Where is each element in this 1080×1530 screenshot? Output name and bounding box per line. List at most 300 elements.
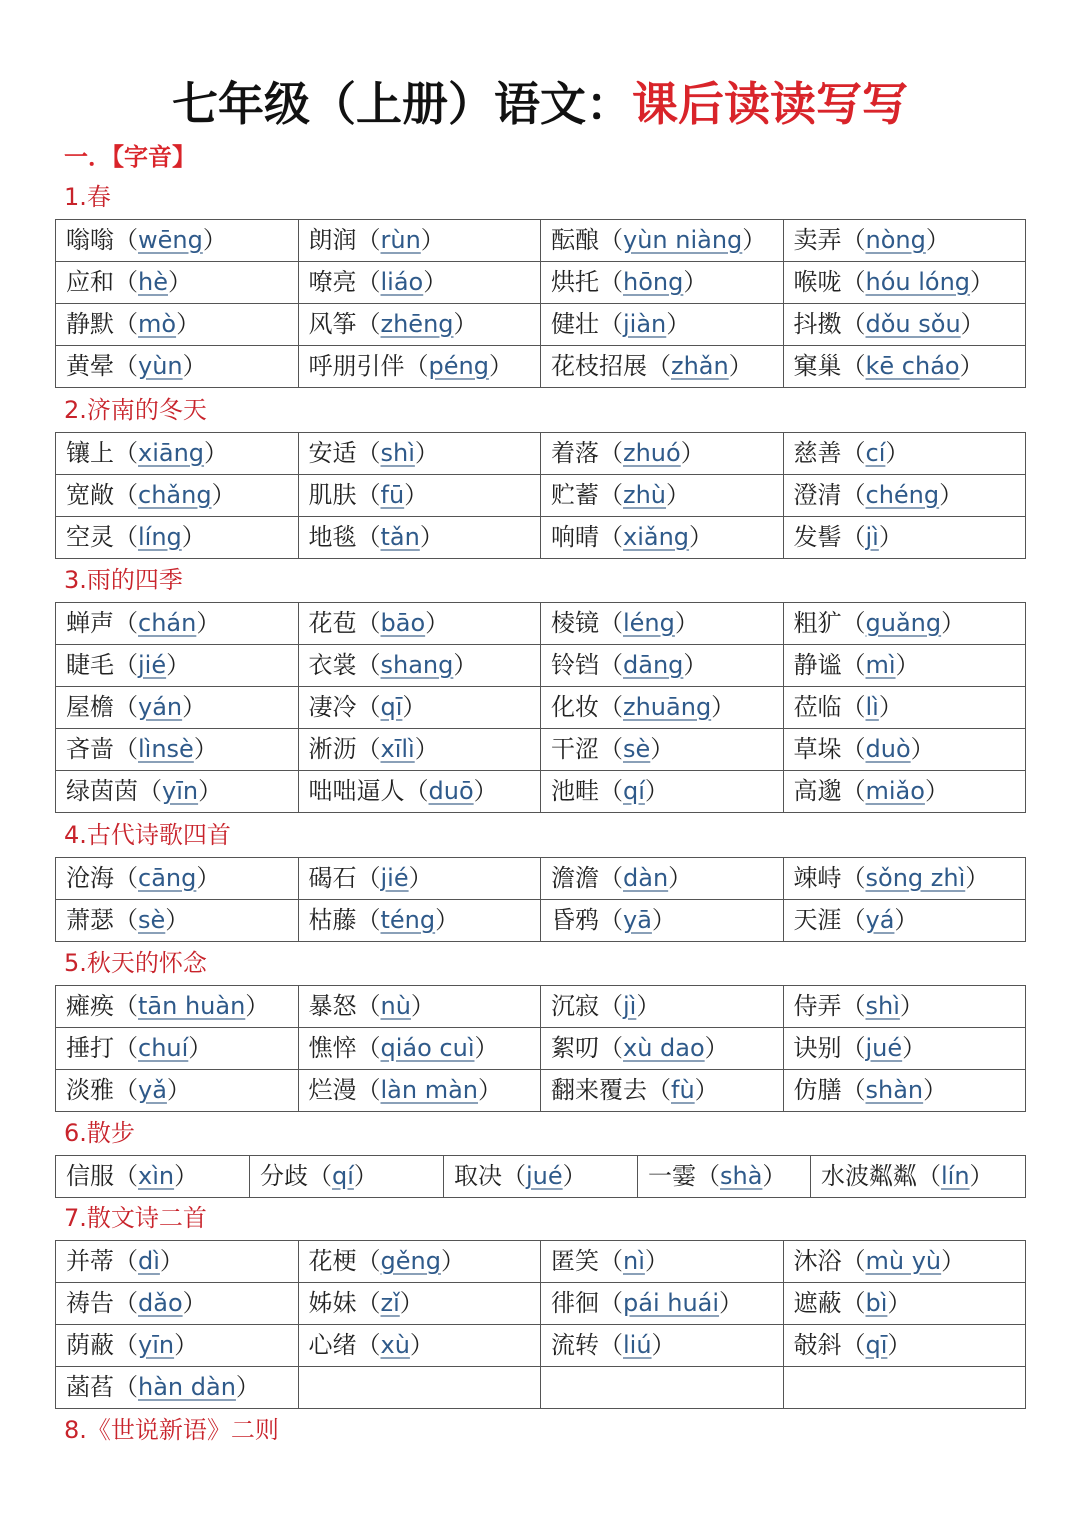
word-cell [783,771,1026,813]
close-paren: ） [414,439,439,467]
word-text: 诀别 [793,1034,842,1062]
word-text: 烂漫 [308,1076,357,1104]
word-text: 窠巢 [793,352,842,380]
open-paren: （ [356,268,381,296]
open-paren: （ [647,352,671,380]
close-paren: ） [196,609,221,637]
word-text: 棱镜 [551,609,599,637]
pinyin-text: pái huái [623,1289,720,1317]
close-paren: ） [245,992,270,1020]
word-text: 呼朋引伴 [308,352,405,380]
open-paren: （ [841,864,866,892]
pinyin-text: mò [138,310,177,338]
pinyin-text: qí [623,777,645,805]
close-paren: ） [423,268,448,296]
word-cell [298,986,541,1028]
word-text: 花苞 [308,609,357,637]
word-table [55,1155,1026,1198]
pinyin-text: shì [380,439,415,467]
pinyin-text: jì [623,992,637,1020]
open-paren: （ [599,1289,623,1317]
close-paren: ） [174,1162,199,1190]
close-paren: ） [176,310,201,338]
word-text: 澹澹 [551,864,599,892]
open-paren: （ [599,693,623,721]
close-paren: ） [683,268,708,296]
close-paren: ） [651,1331,676,1359]
open-paren: （ [841,1331,866,1359]
page-title [0,74,1080,134]
pinyin-text: zǐ [380,1289,400,1317]
word-text: 心绪 [308,1331,357,1359]
pinyin-text: shàn [865,1076,924,1104]
open-paren: （ [356,1076,381,1104]
word-text: 酝酿 [551,226,599,254]
pinyin-text: chán [138,609,197,637]
open-paren: （ [114,1247,138,1275]
open-paren: （ [599,310,623,338]
word-cell [541,729,784,771]
word-text: 宽敞 [66,481,114,509]
table-row [56,517,1026,559]
close-paren: ） [166,1076,191,1104]
open-paren: （ [599,226,623,254]
pinyin-text: nù [380,992,411,1020]
close-paren: ） [694,1076,719,1104]
close-paren: ） [959,352,984,380]
word-cell [541,603,784,645]
pinyin-text: zhuó [623,439,681,467]
word-cell [783,986,1026,1028]
lesson-heading: 8.《世说新语》二则 [64,1416,279,1444]
word-cell [783,645,1026,687]
word-text: 烘托 [551,268,599,296]
close-paren: ） [636,992,661,1020]
close-paren: ） [668,864,693,892]
word-text: 昏鸦 [551,906,599,934]
word-text: 肌肤 [308,481,357,509]
word-text: 侍弄 [793,992,842,1020]
word-cell [783,1070,1026,1112]
word-cell [298,687,541,729]
word-cell [56,220,299,262]
table-row [56,1367,1026,1409]
open-paren: （ [599,777,623,805]
word-cell [541,687,784,729]
pinyin-text: hōng [623,268,684,296]
close-paren: ） [680,439,705,467]
close-paren: ） [689,523,714,551]
word-text: 草垛 [793,735,842,763]
pinyin-text: yán [138,693,183,721]
pinyin-text: qí [332,1162,354,1190]
close-paren: ） [742,226,767,254]
word-cell [783,1241,1026,1283]
word-text: 流转 [551,1331,599,1359]
pinyin-text: wēng [138,226,203,254]
word-text: 静默 [66,310,114,338]
table-row [56,900,1026,942]
word-table [55,985,1026,1112]
word-cell [541,1241,784,1283]
lesson-heading: 4.古代诗歌四首 [64,821,231,849]
pinyin-text: xiǎng [623,523,690,551]
word-text: 沉寂 [551,992,599,1020]
word-cell [298,900,541,942]
word-cell [298,433,541,475]
table-row [56,1028,1026,1070]
word-cell [783,262,1026,304]
open-paren: （ [356,1034,381,1062]
word-cell [541,771,784,813]
word-cell [56,729,299,771]
pinyin-text: dǒu sǒu [865,310,961,338]
close-paren: ） [666,481,691,509]
pinyin-text: qī [380,693,403,721]
table-row [56,645,1026,687]
pinyin-text: fù [671,1076,695,1104]
open-paren: （ [841,481,866,509]
pinyin-text: dì [138,1247,160,1275]
word-cell [56,517,299,559]
close-paren: ） [965,864,990,892]
word-text: 徘徊 [551,1289,599,1317]
word-text: 取决 [454,1162,502,1190]
word-table [55,432,1026,559]
word-cell [298,1325,541,1367]
word-cell [811,1156,1026,1198]
word-text: 镶上 [66,439,114,467]
open-paren: （ [599,1331,623,1359]
word-cell [783,433,1026,475]
close-paren: ） [435,906,460,934]
word-cell [783,1283,1026,1325]
word-cell [56,475,299,517]
lesson-heading: 1.春 [64,183,111,211]
open-paren: （ [356,651,381,679]
pinyin-text: sè [623,735,651,763]
pinyin-text: yīn [162,777,199,805]
word-text: 朗润 [308,226,357,254]
close-paren: ） [404,481,429,509]
open-paren: （ [114,352,138,380]
open-paren: （ [841,226,866,254]
word-cell [56,687,299,729]
word-cell [298,1367,541,1409]
close-paren: ） [478,1076,503,1104]
word-text: 卖弄 [793,226,842,254]
table-row [56,475,1026,517]
word-cell [298,517,541,559]
word-text: 萧瑟 [66,906,114,934]
close-paren: ） [704,1034,729,1062]
word-text: 菡萏 [66,1373,114,1401]
word-text: 地毯 [308,523,357,551]
word-text: 池畦 [551,777,599,805]
pinyin-text: xù [380,1331,410,1359]
word-text: 并蒂 [66,1247,114,1275]
pinyin-text: jié [380,864,409,892]
open-paren: （ [841,1034,866,1062]
word-cell [638,1156,811,1198]
word-cell [541,262,784,304]
pinyin-text: nì [623,1247,645,1275]
open-paren: （ [356,481,381,509]
word-cell [56,1070,299,1112]
word-cell [783,729,1026,771]
lesson-heading: 7.散文诗二首 [64,1204,207,1232]
close-paren: ） [165,906,190,934]
word-text: 静谧 [793,651,842,679]
word-cell [541,346,784,388]
close-paren: ） [562,1162,587,1190]
word-text: 花枝招展 [551,352,647,380]
close-paren: ） [711,693,736,721]
word-text: 匿笑 [551,1247,599,1275]
word-cell [56,771,299,813]
table-row [56,1070,1026,1112]
pinyin-text: liáo [380,268,424,296]
pinyin-text: xīlì [380,735,415,763]
word-table [55,857,1026,942]
pinyin-text: nòng [865,226,926,254]
word-cell [56,304,299,346]
close-paren: ） [419,523,444,551]
word-text: 攲斜 [793,1331,842,1359]
close-paren: ） [878,523,903,551]
word-table [55,602,1026,813]
pinyin-text: lì [865,693,879,721]
word-cell [783,220,1026,262]
table-row [56,603,1026,645]
close-paren: ） [402,693,427,721]
table-row [56,304,1026,346]
close-paren: ） [473,777,498,805]
open-paren: （ [114,906,138,934]
word-cell [783,858,1026,900]
word-cell [783,603,1026,645]
open-paren: （ [599,439,623,467]
word-cell [541,858,784,900]
word-cell [541,1070,784,1112]
word-text: 澄清 [793,481,842,509]
table-row [56,1156,1026,1198]
open-paren: （ [404,777,429,805]
pinyin-text: yùn niàng [623,226,743,254]
table-row [56,858,1026,900]
word-cell [298,858,541,900]
pinyin-text: shà [720,1162,763,1190]
close-paren: ） [644,777,669,805]
close-paren: ） [159,1247,184,1275]
pinyin-text: sè [138,906,166,934]
close-paren: ） [211,481,236,509]
table-row [56,220,1026,262]
close-paren: ） [202,226,227,254]
open-paren: （ [917,1162,941,1190]
pinyin-text: kē cháo [865,352,960,380]
word-cell [250,1156,444,1198]
close-paren: ） [353,1162,378,1190]
pinyin-text: líng [138,523,182,551]
open-paren: （ [599,651,623,679]
pinyin-text: jié [138,651,167,679]
word-cell [56,1283,299,1325]
pinyin-text: làn màn [380,1076,479,1104]
word-text: 贮蓄 [551,481,599,509]
title-main: 七年级（上册）语文： [172,77,632,131]
table-row [56,1241,1026,1283]
close-paren: ） [969,1162,994,1190]
word-text: 慈善 [793,439,842,467]
word-text: 绿茵茵 [66,777,138,805]
word-cell [298,1241,541,1283]
word-cell [56,1156,250,1198]
word-cell [783,346,1026,388]
pinyin-text: bāo [380,609,426,637]
word-cell [541,1028,784,1070]
open-paren: （ [114,864,138,892]
open-paren: （ [114,693,138,721]
word-cell [298,1028,541,1070]
close-paren: ） [644,1247,669,1275]
close-paren: ） [719,1289,744,1317]
close-paren: ） [887,1331,912,1359]
open-paren: （ [356,523,381,551]
word-text: 瘫痪 [66,992,114,1020]
open-paren: （ [696,1162,720,1190]
word-text: 淅沥 [308,735,357,763]
close-paren: ） [728,352,753,380]
word-text: 翻来覆去 [551,1076,647,1104]
open-paren: （ [599,992,623,1020]
word-text: 憔悴 [308,1034,357,1062]
open-paren: （ [841,992,866,1020]
word-cell [783,304,1026,346]
pinyin-text: péng [428,352,489,380]
close-paren: ） [182,693,207,721]
close-paren: ） [895,651,920,679]
word-cell [298,771,541,813]
word-cell [298,304,541,346]
word-cell [298,603,541,645]
open-paren: （ [114,1076,138,1104]
pinyin-text: chǎng [138,481,212,509]
word-text: 铃铛 [551,651,599,679]
close-paren: ） [887,1289,912,1317]
word-cell [541,1325,784,1367]
word-text: 一霎 [648,1162,696,1190]
open-paren: （ [599,268,623,296]
word-text: 抖擞 [793,310,842,338]
close-paren: ） [941,609,966,637]
word-text: 安适 [308,439,357,467]
word-text: 竦峙 [793,864,842,892]
open-paren: （ [114,1331,138,1359]
close-paren: ） [878,693,903,721]
word-cell [541,900,784,942]
table-row [56,986,1026,1028]
word-text: 屋檐 [66,693,114,721]
open-paren: （ [841,268,866,296]
close-paren: ） [650,735,675,763]
word-text: 枯藤 [308,906,357,934]
word-cell [783,517,1026,559]
close-paren: ） [166,651,191,679]
word-text: 遮蔽 [793,1289,842,1317]
word-cell [56,1367,299,1409]
open-paren: （ [841,735,866,763]
pinyin-text: gěng [380,1247,441,1275]
word-table [55,1240,1026,1409]
open-paren: （ [841,777,866,805]
open-paren: （ [356,1247,381,1275]
open-paren: （ [114,523,138,551]
pinyin-text: dāng [623,651,684,679]
pinyin-text: xiāng [138,439,205,467]
open-paren: （ [114,1034,138,1062]
open-paren: （ [841,439,866,467]
pinyin-text: tǎn [380,523,420,551]
pinyin-text: shì [865,992,900,1020]
close-paren: ） [198,777,223,805]
open-paren: （ [841,1076,866,1104]
close-paren: ） [899,992,924,1020]
open-paren: （ [114,735,138,763]
word-text: 响晴 [551,523,599,551]
pinyin-text: zhēng [380,310,454,338]
pinyin-text: mù yù [865,1247,942,1275]
lesson-heading: 6.散步 [64,1119,135,1147]
pinyin-text: hóu lóng [865,268,971,296]
word-table [55,219,1026,388]
open-paren: （ [114,992,138,1020]
open-paren: （ [356,1289,381,1317]
word-text: 干涩 [551,735,599,763]
word-text: 应和 [66,268,114,296]
close-paren: ） [196,864,221,892]
open-paren: （ [356,609,381,637]
close-paren: ） [188,1034,213,1062]
open-paren: （ [114,439,138,467]
close-paren: ） [924,777,949,805]
word-text: 淡雅 [66,1076,114,1104]
word-text: 天涯 [793,906,842,934]
open-paren: （ [841,906,866,934]
open-paren: （ [841,1247,866,1275]
word-cell [56,346,299,388]
pinyin-text: yǎ [138,1076,167,1104]
open-paren: （ [599,1034,623,1062]
pinyin-text: duō [428,777,474,805]
pinyin-text: hàn dàn [138,1373,236,1401]
close-paren: ） [666,310,691,338]
open-paren: （ [114,481,138,509]
pinyin-text: dǎo [138,1289,183,1317]
pinyin-text: xìn [138,1162,175,1190]
word-cell [541,1283,784,1325]
word-cell [541,517,784,559]
open-paren: （ [114,268,138,296]
close-paren: ） [174,1331,199,1359]
close-paren: ） [181,523,206,551]
word-text: 碣石 [308,864,357,892]
close-paren: ） [193,735,218,763]
pinyin-text: zhǎn [671,352,729,380]
word-text: 捶打 [66,1034,114,1062]
pinyin-text: jué [526,1162,563,1190]
open-paren: （ [841,523,866,551]
